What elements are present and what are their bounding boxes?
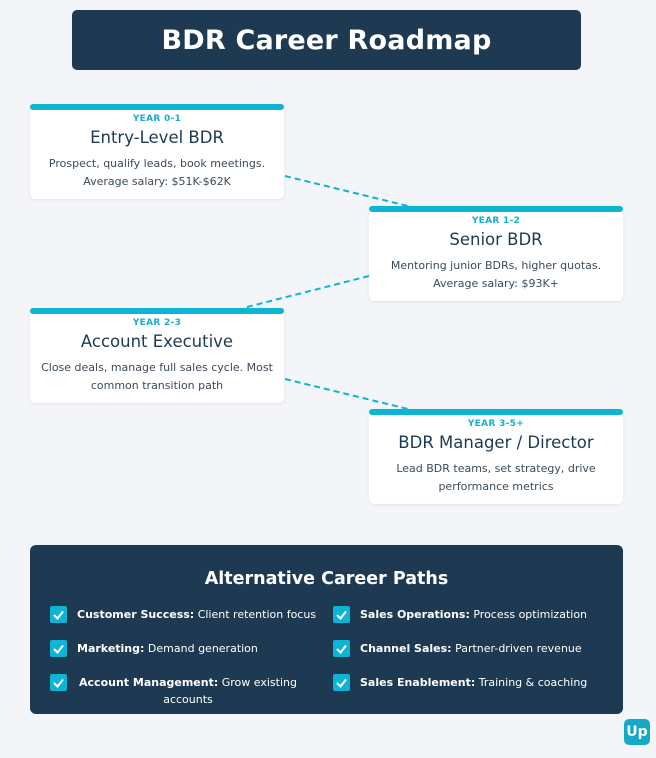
- card-title: BDR Manager / Director: [398, 433, 594, 452]
- roadmap-card-entry-level-bdr: [30, 104, 284, 199]
- path-name: Channel Sales:: [360, 642, 452, 655]
- path-desc: Client retention focus: [194, 608, 317, 621]
- path-name: Sales Operations:: [360, 608, 470, 621]
- card-accent-bar: [30, 104, 284, 110]
- roadmap-card-senior-bdr: [369, 206, 623, 301]
- path-name: Marketing:: [77, 642, 145, 655]
- alternative-paths-title: Alternative Career Paths: [204, 569, 449, 589]
- roadmap-card-account-executive: [30, 308, 284, 403]
- connector-2-3: [243, 276, 369, 308]
- connector-3-4: [285, 379, 412, 410]
- page-title: BDR Career Roadmap: [161, 24, 492, 56]
- path-customer-success: [50, 606, 316, 623]
- card-description: Lead BDR teams, set strategy, drive performance metrics: [396, 462, 596, 493]
- brand-logo[interactable]: Up: [624, 719, 650, 745]
- roadmap-card-bdr-manager-director: [369, 409, 623, 504]
- checkmark-icon: [333, 674, 350, 691]
- card-year: YEAR 3-5+: [467, 419, 525, 429]
- card-accent-bar: [369, 409, 623, 415]
- path-sales-enablement: [333, 674, 587, 691]
- card-title: Account Executive: [80, 332, 234, 351]
- path-name: Account Management:: [79, 676, 219, 689]
- checkmark-icon: [50, 674, 67, 691]
- card-title: Senior BDR: [449, 230, 543, 249]
- card-title: Entry-Level BDR: [90, 128, 224, 147]
- card-description: Close deals, manage full sales cycle. Most common transition path: [41, 361, 273, 392]
- path-desc: Process optimization: [469, 608, 588, 621]
- path-desc: Training & coaching: [475, 676, 588, 689]
- checkmark-icon: [50, 606, 67, 623]
- card-year: YEAR 0-1: [132, 114, 182, 124]
- card-accent-bar: [369, 206, 623, 212]
- path-desc: Grow existing accounts: [163, 676, 297, 706]
- card-description: Prospect, qualify leads, book meetings. Average salary: $51K-$62K: [48, 157, 266, 188]
- path-account-management: [50, 674, 300, 708]
- path-name: Sales Enablement:: [360, 676, 476, 689]
- checkmark-icon: [333, 640, 350, 657]
- path-channel-sales: [333, 640, 582, 657]
- card-description: Mentoring junior BDRs, higher quotas. Average salary: $93K+: [390, 259, 602, 290]
- path-name: Customer Success:: [77, 608, 195, 621]
- path-marketing: [50, 640, 258, 657]
- alternative-paths-panel: [30, 545, 623, 714]
- checkmark-icon: [50, 640, 67, 657]
- card-accent-bar: [30, 308, 284, 314]
- checkmark-icon: [333, 606, 350, 623]
- card-year: YEAR 1-2: [471, 216, 521, 226]
- path-desc: Demand generation: [144, 642, 258, 655]
- card-year: YEAR 2-3: [132, 318, 182, 328]
- connector-1-2: [285, 176, 412, 207]
- path-desc: Partner-driven revenue: [451, 642, 582, 655]
- path-sales-operations: [333, 606, 587, 623]
